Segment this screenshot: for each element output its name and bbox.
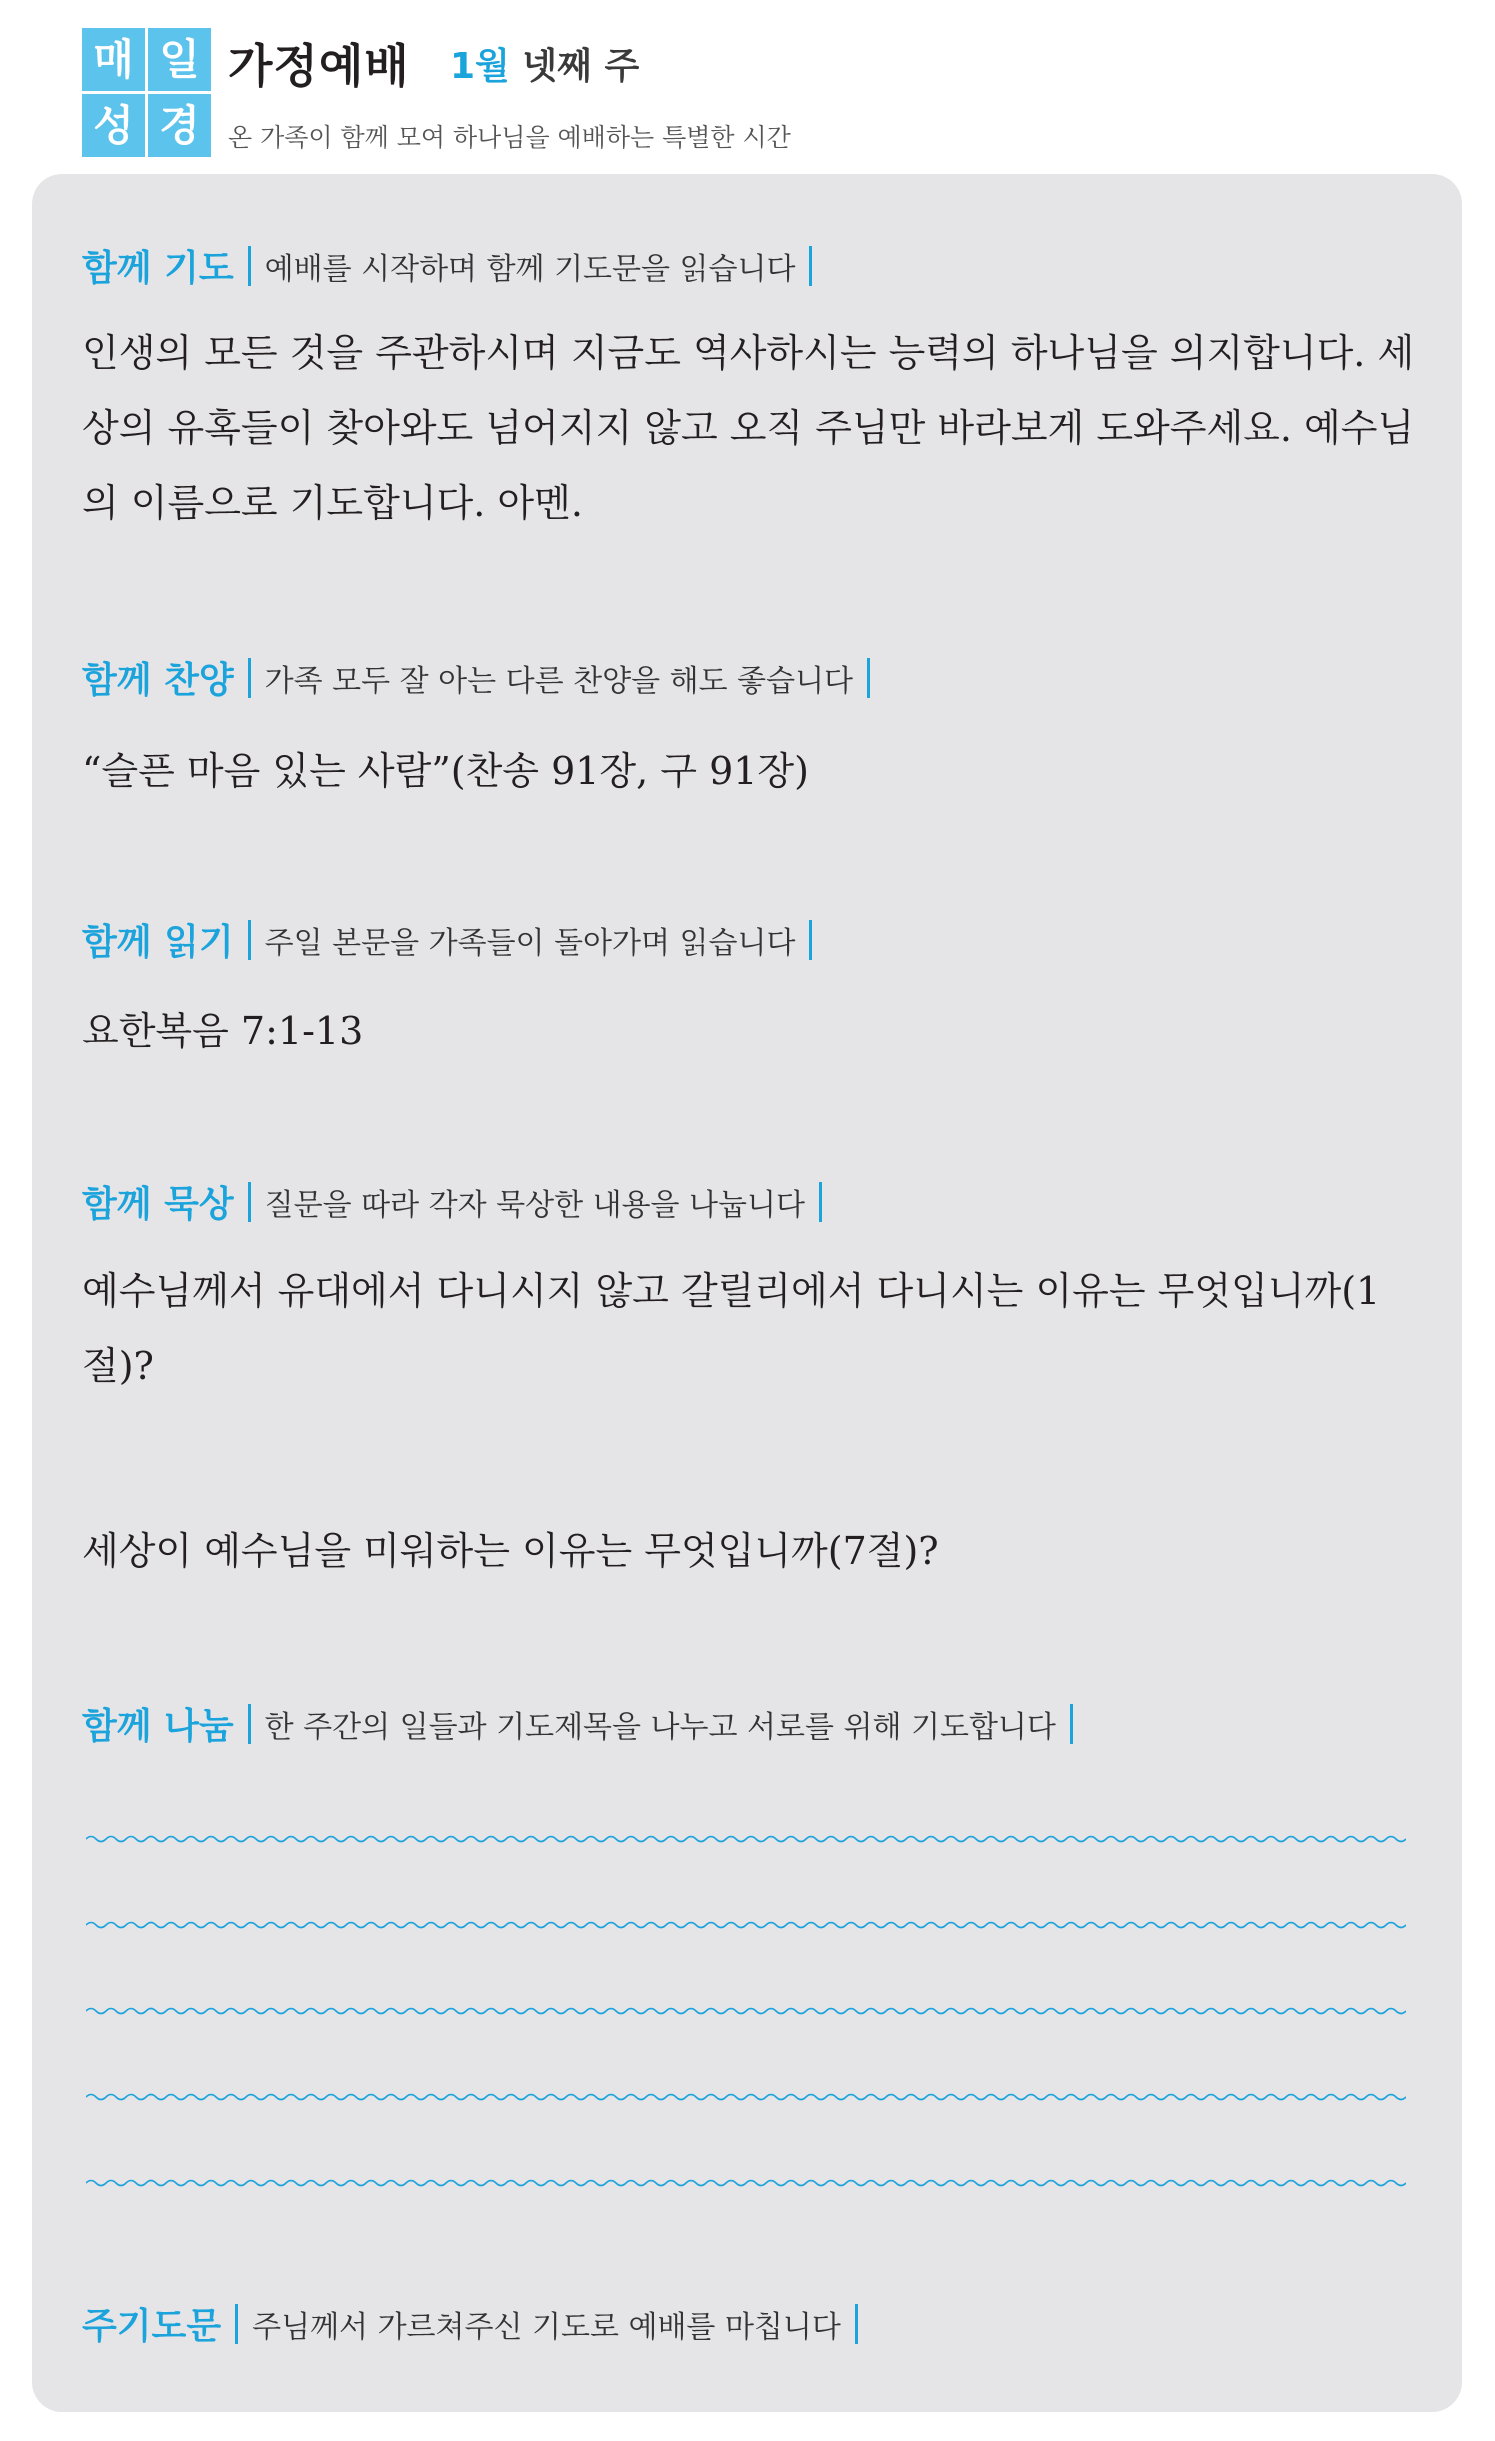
logo	[82, 28, 212, 156]
page-subtitle: 온 가족이 함께 모여 하나님을 예배하는 특별한 시간	[228, 123, 791, 152]
divider	[809, 920, 812, 960]
section-title: 함께 묵상	[82, 1184, 234, 1225]
section-title: 함께 읽기	[82, 922, 234, 963]
logo-char: 경	[148, 94, 211, 157]
divider	[248, 1182, 251, 1222]
divider	[867, 658, 870, 698]
divider	[855, 2304, 858, 2344]
week-number: 넷째 주	[509, 46, 640, 87]
page-title: 가정예배	[228, 39, 410, 93]
section-note: 가족 모두 잘 아는 다른 찬양을 해도 좋습니다	[264, 663, 854, 699]
section-title: 함께 찬양	[82, 660, 234, 701]
worship-panel	[32, 174, 1462, 2412]
writing-line[interactable]	[86, 1832, 1406, 1846]
prayer-text: 인생의 모든 것을 주관하시며 지금도 역사하시는 능력의 하나님을 의지합니다. 세상의 유혹들이 찾아와도 넘어지지 않고 오직 주님만 바라보게 도와주세요. 예수님의 이름으로 기도합니다. 아멘.	[82, 331, 1415, 525]
writing-line[interactable]	[86, 2004, 1406, 2018]
divider	[248, 1704, 251, 1744]
section-header-sharing	[82, 1698, 1087, 1749]
divider	[248, 658, 251, 698]
hymn-text: “슬픈 마음 있는 사람”(찬송 91장, 구 91장)	[82, 749, 809, 793]
meditation-question-2: 세상이 예수님을 미워하는 이유는 무엇입니까(7절)?	[82, 1529, 939, 1573]
divider	[248, 246, 251, 286]
week-month: 1월	[450, 46, 510, 87]
divider	[819, 1182, 822, 1222]
section-header-meditation	[82, 1176, 836, 1227]
section-title: 함께 기도	[82, 248, 234, 289]
section-header-reading	[82, 914, 826, 965]
section-title: 주기도문	[82, 2306, 222, 2347]
section-note: 질문을 따라 각자 묵상한 내용을 나눕니다	[264, 1187, 805, 1223]
divider	[248, 920, 251, 960]
divider	[235, 2304, 238, 2344]
section-note: 한 주간의 일들과 기도제목을 나누고 서로를 위해 기도합니다	[264, 1709, 1056, 1745]
scripture-reference: 요한복음 7:1-13	[82, 1009, 364, 1053]
logo-char: 성	[82, 94, 145, 157]
writing-line[interactable]	[86, 2090, 1406, 2104]
divider	[809, 246, 812, 286]
week-label	[450, 38, 639, 89]
divider	[1070, 1704, 1073, 1744]
section-header-lords-prayer	[82, 2298, 872, 2349]
section-note: 예배를 시작하며 함께 기도문을 읽습니다	[264, 251, 796, 287]
section-note: 주일 본문을 가족들이 돌아가며 읽습니다	[264, 925, 796, 961]
section-header-prayer	[82, 240, 826, 291]
writing-line[interactable]	[86, 1918, 1406, 1932]
meditation-question-1: 예수님께서 유대에서 다니시지 않고 갈릴리에서 다니시는 이유는 무엇입니까(1절)?	[82, 1269, 1381, 1388]
section-note: 주님께서 가르쳐주신 기도로 예배를 마칩니다	[252, 2309, 841, 2345]
logo-char: 일	[148, 28, 211, 91]
writing-line[interactable]	[86, 2176, 1406, 2190]
section-header-praise	[82, 652, 884, 703]
logo-char: 매	[82, 28, 145, 91]
section-title: 함께 나눔	[82, 1706, 234, 1747]
